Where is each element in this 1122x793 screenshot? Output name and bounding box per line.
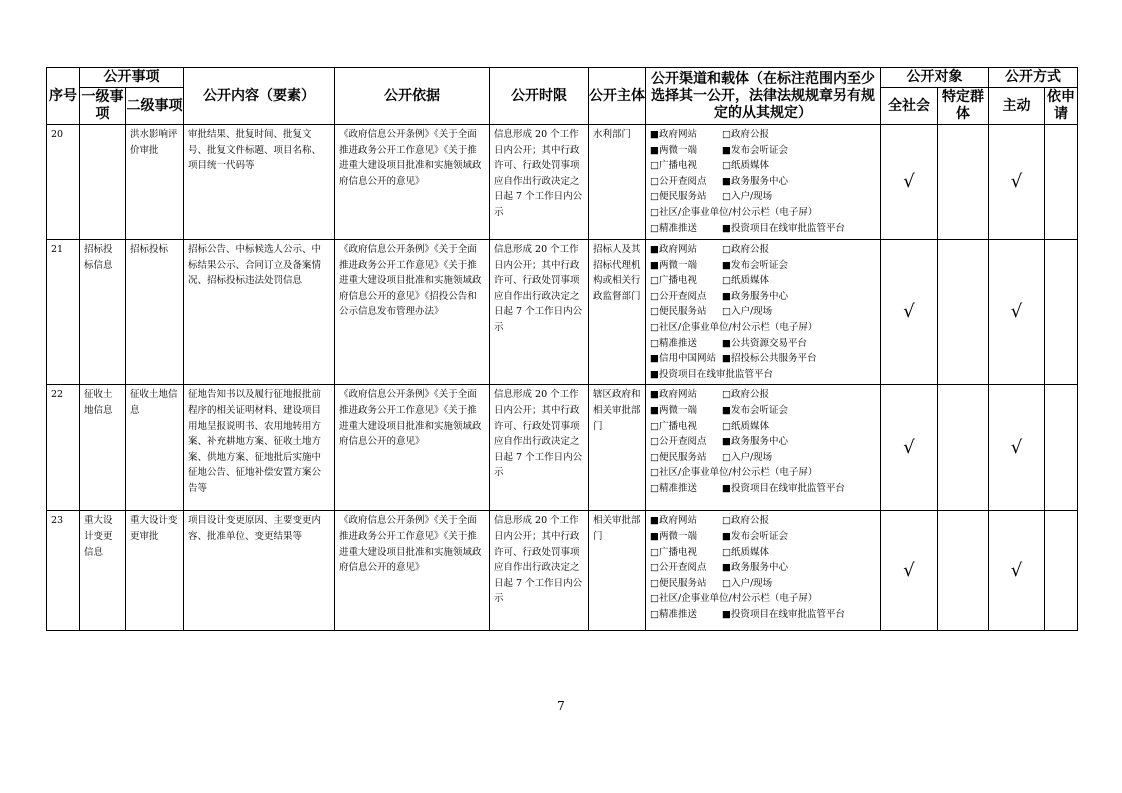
cell-seq: 22 (47, 385, 80, 511)
cell-public-all: √ (881, 240, 938, 385)
channel-item: □广播电视 (650, 546, 697, 558)
cell-on-request (1045, 511, 1078, 631)
cell-basis: 《政府信息公开条例》《关于全面推进政务公开工作意见》《关于推进重大建设项目批准和实施领域政府信息公开的意见》 (335, 511, 490, 631)
cell-active: √ (989, 385, 1045, 511)
channel-item: ■两微一端 (650, 259, 697, 271)
channel-item: □精准推送 (650, 608, 697, 620)
channel-item: □公开查阅点 (650, 175, 707, 187)
cell-content: 项目设计变更原因、主要变更内容、批准单位、变更结果等 (184, 511, 335, 631)
cell-time-limit: 信息形成 20 个工作日内公开；其中行政许可、行政处罚事项应自作出行政决定之日起 7 个工作日内公示 (490, 240, 589, 385)
channel-item: □社区/企事业单位/村公示栏（电子屏） (650, 321, 818, 333)
channel-item: ■两微一端 (650, 144, 697, 156)
channel-item: ■政务服务中心 (722, 175, 788, 187)
channel-item: □广播电视 (650, 420, 697, 432)
table-row (47, 240, 1078, 385)
cell-specific (938, 511, 989, 631)
header-on-request: 依申请 (1045, 88, 1078, 125)
cell-basis: 《政府信息公开条例》《关于全面推进政务公开工作意见》《关于推进重大建设项目批准和实施领域政府信息公开的意见》《招投公告和公示信息发布管理办法》 (335, 240, 490, 385)
cell-channels (646, 511, 881, 631)
channel-item: □精准推送 (650, 482, 697, 494)
cell-on-request (1045, 240, 1078, 385)
cell-level2: 招标投标 (126, 240, 184, 385)
channel-item: □纸质媒体 (722, 546, 769, 558)
cell-public-all: √ (881, 385, 938, 511)
cell-content: 招标公告、中标候选人公示、中标结果公示、合同订立及备案情况、招标投标违法处罚信息 (184, 240, 335, 385)
cell-active: √ (989, 511, 1045, 631)
cell-specific (938, 385, 989, 511)
channel-item: □纸质媒体 (722, 420, 769, 432)
channel-item: □精准推送 (650, 222, 697, 234)
channel-item: ■两微一端 (650, 404, 697, 416)
channel-item: ■发布会听证会 (722, 144, 788, 156)
channel-item: □入户/现场 (722, 306, 773, 318)
cell-subject: 招标人及其招标代理机构或相关行政监督部门 (589, 240, 646, 385)
header-level2: 二级事项 (126, 88, 184, 125)
cell-level1: 征收土地信息 (80, 385, 126, 511)
header-target-group: 公开对象 (881, 68, 989, 88)
cell-subject: 水利部门 (589, 125, 646, 240)
disclosure-table (46, 67, 1078, 631)
channel-item: ■发布会听证会 (722, 404, 788, 416)
cell-channels (646, 385, 881, 511)
header-basis: 公开依据 (335, 68, 490, 125)
channel-item: ■政务服务中心 (722, 436, 788, 448)
cell-content: 征地告知书以及履行征地报批前程序的相关证明材料、建设项目用地呈报说明书、农用地转用方案、补充耕地方案、征收土地方案、供地方案、征地批后实施中征地公告、征地补偿安置方案公告等 (184, 385, 335, 511)
channel-item: ■政府网站 (650, 244, 697, 255)
cell-active: √ (989, 125, 1045, 240)
header-specific: 特定群体 (938, 88, 989, 125)
cell-basis: 《政府信息公开条例》《关于全面推进政务公开工作意见》《关于推进重大建设项目批准和实施领域政府信息公开的意见》 (335, 125, 490, 240)
header-active: 主动 (989, 88, 1045, 125)
cell-time-limit: 信息形成 20 个工作日内公开；其中行政许可、行政处罚事项应自作出行政决定之日起 7 个工作日内公示 (490, 125, 589, 240)
cell-on-request (1045, 125, 1078, 240)
channel-item: □入户/现场 (722, 191, 773, 203)
channel-item: □公开查阅点 (650, 562, 707, 574)
header-seq: 序号 (47, 68, 80, 125)
channel-item: □精准推送 (650, 337, 697, 349)
channel-item: □公开查阅点 (650, 290, 707, 302)
channel-item: ■发布会听证会 (722, 530, 788, 542)
header-method-group: 公开方式 (989, 68, 1078, 88)
channel-item: ■投资项目在线审批监管平台 (650, 368, 773, 380)
cell-level1: 招标投标信息 (80, 240, 126, 385)
channel-item: □纸质媒体 (722, 275, 769, 287)
channel-item: ■投资项目在线审批监管平台 (722, 608, 845, 620)
channel-item: □广播电视 (650, 275, 697, 287)
channel-item: ■投资项目在线审批监管平台 (722, 482, 845, 494)
channel-item: □社区/企事业单位/村公示栏（电子屏） (650, 467, 818, 479)
channel-item: □社区/企事业单位/村公示栏（电子屏） (650, 206, 818, 218)
cell-level1: 重大设计变更信息 (80, 511, 126, 631)
channel-item: ■投资项目在线审批监管平台 (722, 222, 845, 234)
cell-public-all: √ (881, 125, 938, 240)
channel-item: □政府公报 (722, 129, 769, 140)
channel-item: ■政务服务中心 (722, 290, 788, 302)
cell-level2: 征收土地信息 (126, 385, 184, 511)
channel-item: ■政府网站 (650, 389, 697, 401)
cell-active: √ (989, 240, 1045, 385)
channel-item: □纸质媒体 (722, 160, 769, 172)
channel-item: □公开查阅点 (650, 436, 707, 448)
channel-item: □广播电视 (650, 160, 697, 172)
channel-item: □社区/企事业单位/村公示栏（电子屏） (650, 593, 818, 605)
cell-subject: 相关审批部门 (589, 511, 646, 631)
header-public-all: 全社会 (881, 88, 938, 125)
header-content: 公开内容（要素） (184, 68, 335, 125)
cell-basis: 《政府信息公开条例》《关于全面推进政务公开工作意见》《关于推进重大建设项目批准和实施领域政府信息公开的意见》 (335, 385, 490, 511)
header-time-limit: 公开时限 (490, 68, 589, 125)
cell-level2: 洪水影响评价审批 (126, 125, 184, 240)
channel-item: □便民服务站 (650, 451, 707, 463)
channel-item: ■公共资源交易平台 (722, 337, 807, 349)
header-level1: 一级事项 (80, 88, 126, 125)
table-row (47, 385, 1078, 511)
cell-seq: 20 (47, 125, 80, 240)
cell-specific (938, 240, 989, 385)
channel-item: ■政府网站 (650, 515, 697, 527)
channel-item: □便民服务站 (650, 306, 707, 318)
page-number: 7 (557, 699, 565, 713)
cell-public-all: √ (881, 511, 938, 631)
cell-level2: 重大设计变更审批 (126, 511, 184, 631)
channel-item: □便民服务站 (650, 191, 707, 203)
cell-level1 (80, 125, 126, 240)
channel-item: ■发布会听证会 (722, 259, 788, 271)
channel-item: ■信用中国网站 (650, 353, 716, 365)
table-row (47, 125, 1078, 240)
cell-time-limit: 信息形成 20 个工作日内公开；其中行政许可、行政处罚事项应自作出行政决定之日起 7 个工作日内公示 (490, 511, 589, 631)
cell-channels (646, 240, 881, 385)
channel-item: □入户/现场 (722, 577, 773, 589)
cell-seq: 23 (47, 511, 80, 631)
cell-content: 审批结果、批复时间、批复文号、批复文件标题、项目名称、项目统一代码等 (184, 125, 335, 240)
channel-item: □便民服务站 (650, 577, 707, 589)
channel-item: ■政府网站 (650, 129, 697, 140)
table-row (47, 511, 1078, 631)
channel-item: ■两微一端 (650, 530, 697, 542)
header-channel: 公开渠道和载体（在标注范围内至少选择其一公开，法律法规规章另有规定的从其规定） (646, 68, 881, 125)
cell-specific (938, 125, 989, 240)
cell-time-limit: 信息形成 20 个工作日内公开；其中行政许可、行政处罚事项应自作出行政决定之日起 7 个工作日内公示 (490, 385, 589, 511)
header-item-group: 公开事项 (80, 68, 184, 88)
channel-item: □政府公报 (722, 389, 769, 401)
channel-item: □政府公报 (722, 244, 769, 255)
header-subject: 公开主体 (589, 68, 646, 125)
cell-channels (646, 125, 881, 240)
cell-seq: 21 (47, 240, 80, 385)
channel-item: □政府公报 (722, 515, 769, 527)
channel-item: ■招投标公共服务平台 (722, 353, 817, 365)
channel-item: ■政务服务中心 (722, 562, 788, 574)
cell-on-request (1045, 385, 1078, 511)
channel-item: □入户/现场 (722, 451, 773, 463)
cell-subject: 辖区政府和相关审批部门 (589, 385, 646, 511)
